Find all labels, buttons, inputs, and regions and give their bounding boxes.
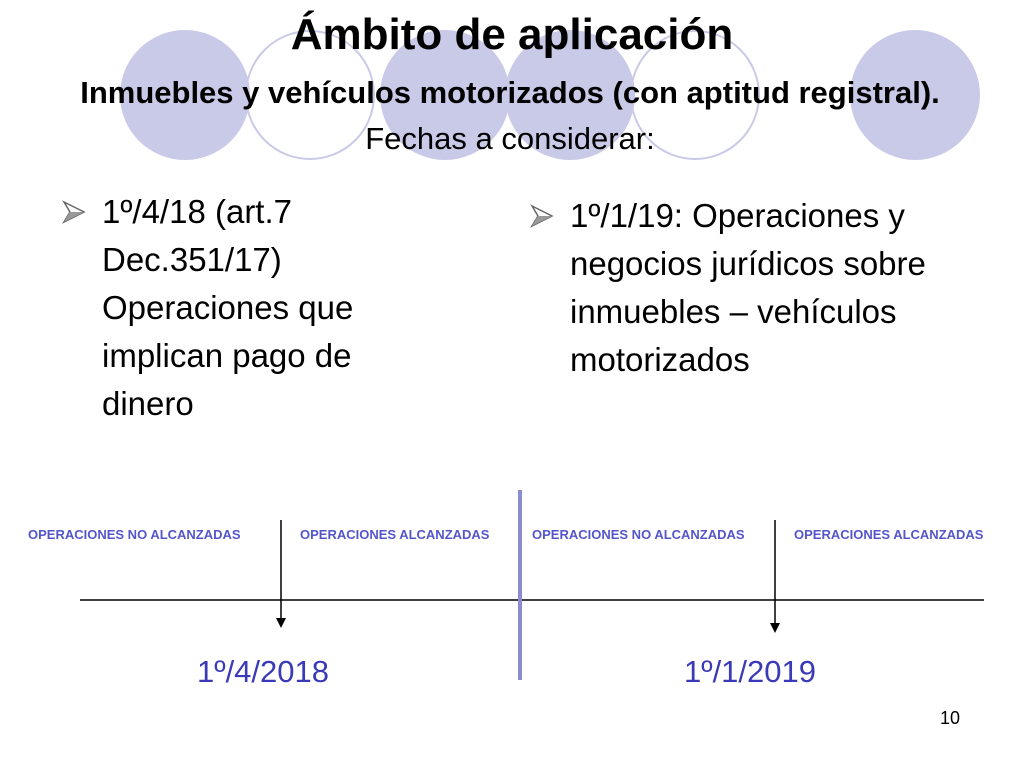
timeline-label: OPERACIONES ALCANZADAS: [300, 527, 490, 542]
slide-title: Ámbito de aplicación: [290, 10, 734, 59]
subtitle-normal: Fechas a considerar:: [365, 121, 655, 156]
date-2018: 1º/4/2018: [197, 654, 329, 689]
date-2019: 1º/1/2019: [684, 654, 816, 689]
arrow-2018-head: [276, 618, 286, 628]
subtitle-bold: Inmuebles y vehículos motorizados (con aptitud registral).: [80, 75, 940, 110]
timeline-label: OPERACIONES NO ALCANZADAS: [28, 527, 241, 542]
bullet-right-text: 1º/1/19: Operaciones y negocios jurídicos sobre inmuebles – vehículos motorizados: [570, 197, 926, 378]
arrow-2019-head: [770, 623, 780, 633]
timeline-label: OPERACIONES ALCANZADAS: [794, 527, 984, 542]
page-number: 10: [940, 708, 961, 728]
bullet-left-text: 1º/4/18 (art.7 Dec.351/17) Operaciones que implican pago de dinero: [102, 193, 354, 422]
timeline-label: OPERACIONES NO ALCANZADAS: [532, 527, 745, 542]
